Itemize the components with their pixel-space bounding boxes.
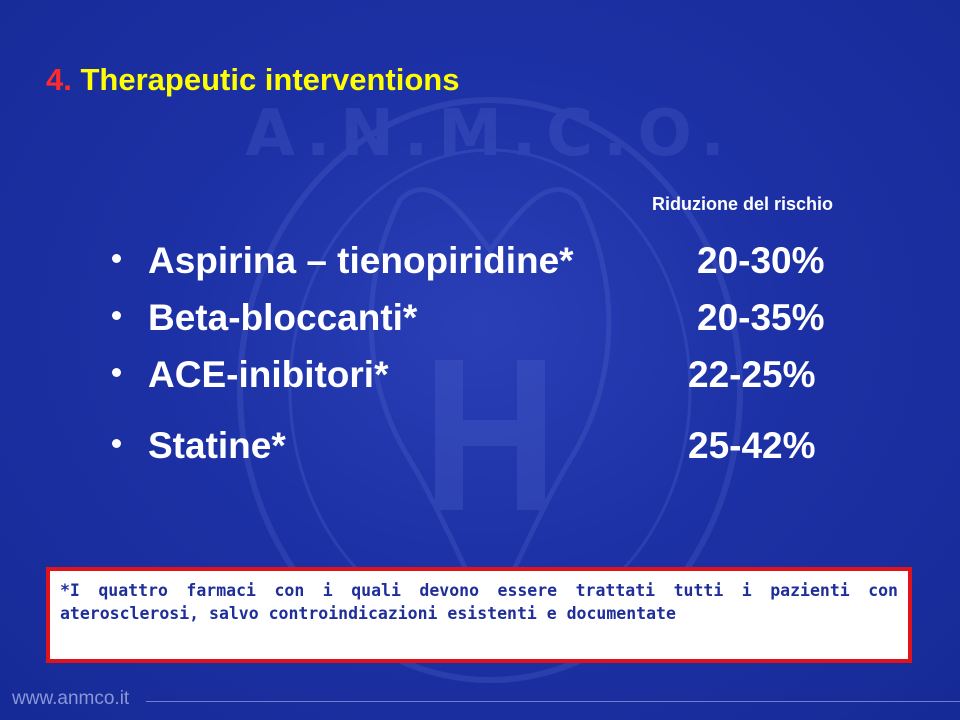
- list-item: [112, 240, 872, 290]
- drug-name: Statine*: [148, 425, 286, 466]
- title-text: Therapeutic interventions: [80, 62, 460, 97]
- risk-reduction: 20-30%: [697, 240, 825, 281]
- title-number: 4.: [46, 62, 72, 97]
- column-header: Riduzione del rischio: [652, 194, 834, 214]
- slide-title: [46, 62, 459, 98]
- list-item: [112, 354, 872, 404]
- bullet-icon: [112, 311, 121, 320]
- footnote-box: *I quattro farmaci con i quali devono essere trattati tutti i pazienti con aterosclerosi, salvo controindicazioni esistenti e documentate: [46, 567, 912, 663]
- drug-name: Aspirina – tienopiridine*: [148, 240, 574, 281]
- footer-divider: [146, 701, 960, 702]
- bullet-icon: [112, 439, 121, 448]
- drug-name: Beta-bloccanti*: [148, 297, 418, 338]
- bullet-icon: [112, 254, 121, 263]
- drug-name: ACE-inibitori*: [148, 354, 389, 395]
- watermark-text: A.N.M.C.O.: [245, 97, 735, 171]
- risk-reduction: 25-42%: [688, 425, 816, 466]
- list-item: [112, 425, 872, 475]
- list-item: [112, 297, 872, 347]
- risk-reduction: 22-25%: [688, 354, 816, 395]
- footer-url: www.anmco.it: [12, 688, 130, 709]
- risk-reduction: 20-35%: [697, 297, 825, 338]
- bullet-icon: [112, 368, 121, 377]
